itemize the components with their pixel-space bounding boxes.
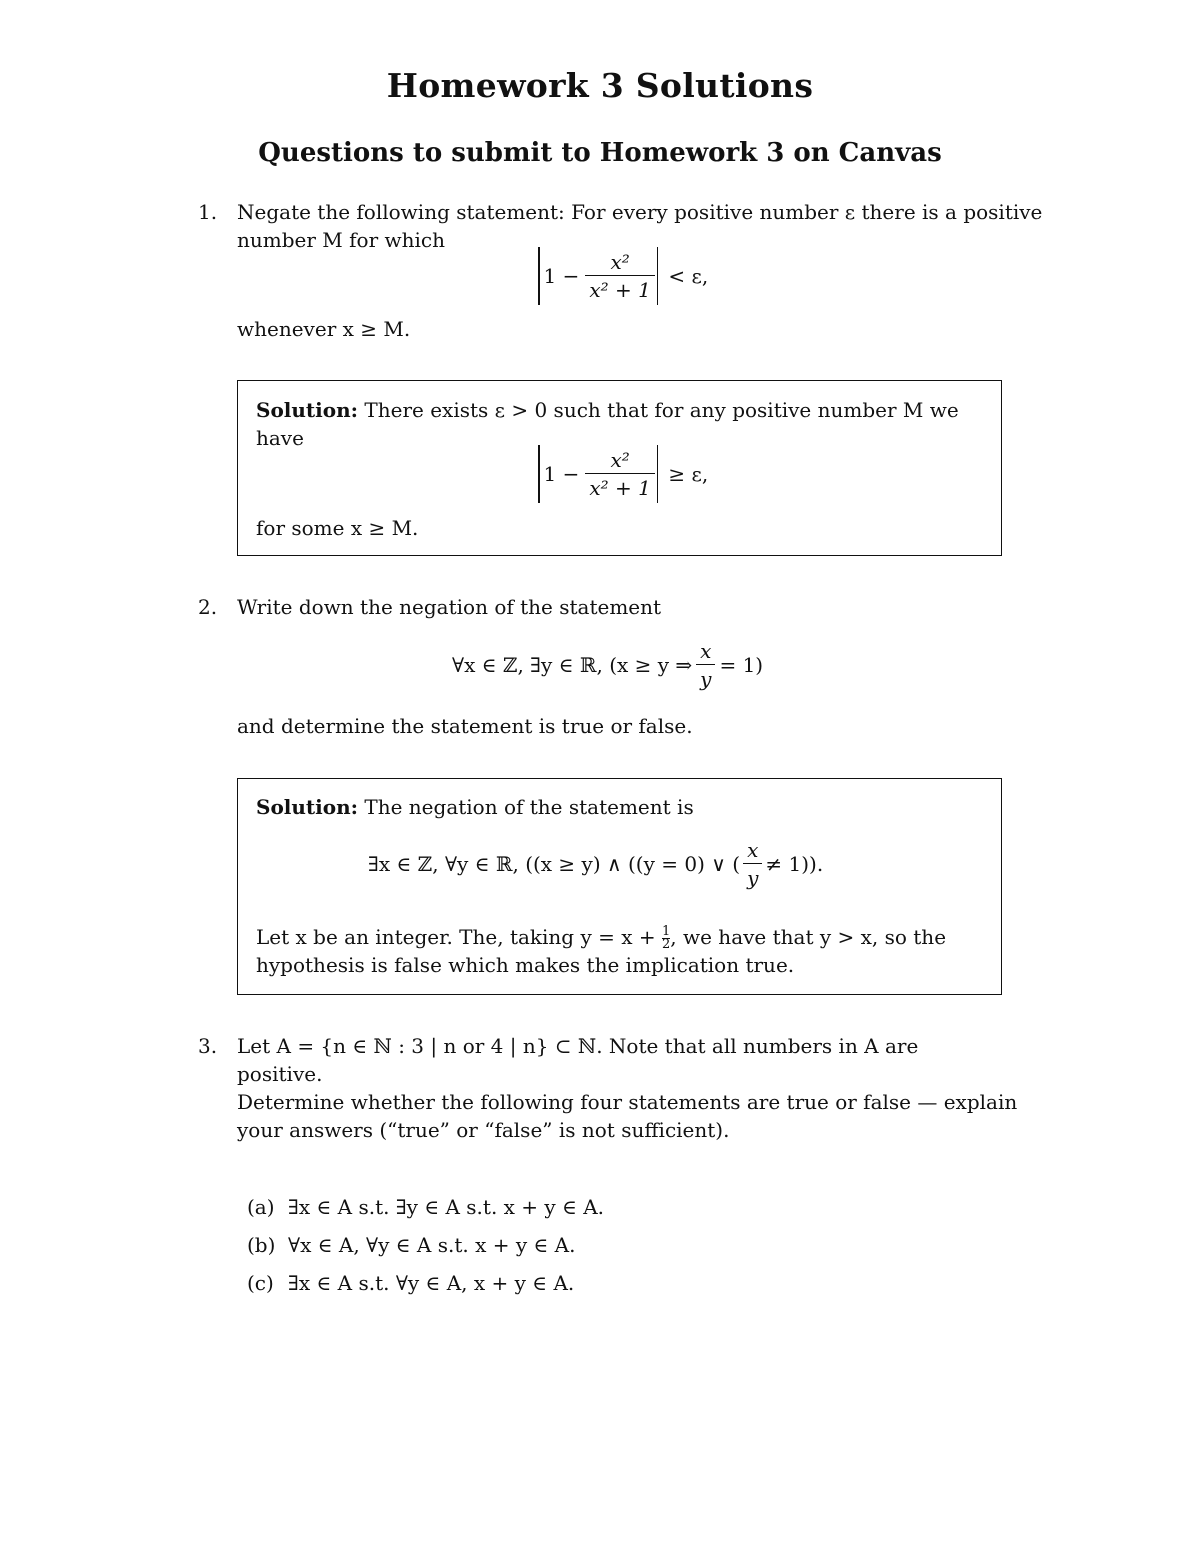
solution-box [237, 778, 1002, 995]
fraction [585, 447, 655, 502]
fraction-denominator: 2 [662, 937, 671, 952]
eq-relation: < ε, [668, 264, 709, 288]
question-text-line: your answers (“true” or “false” is not sufficient). [237, 1118, 730, 1142]
solution-line [256, 793, 694, 821]
abs-bar-right [657, 445, 659, 503]
eq-term: ≠ 1)). [765, 852, 824, 876]
sub-item-label: (b) [247, 1233, 276, 1257]
solution-line [256, 923, 946, 951]
solution-box [237, 380, 1002, 556]
eq-term: ∃x ∈ ℤ, ∀y ∈ ℝ, ((x ≥ y) ∧ ((y = 0) ∨ ( [368, 852, 741, 876]
question-text-line: number M for which [237, 228, 445, 252]
sub-item-label: (c) [247, 1271, 274, 1295]
fraction-denominator: y [696, 664, 715, 693]
eq-term: ∀x ∈ ℤ, ∃y ∈ ℝ, (x ≥ y ⇒ [452, 653, 693, 677]
display-equation [368, 835, 823, 893]
abs-bar-right [657, 247, 659, 305]
solution-label: Solution: [256, 398, 359, 422]
fraction-numerator: x [700, 638, 712, 663]
abs-bar-left [538, 247, 540, 305]
question-number: 3. [198, 1034, 218, 1058]
question-text-line: positive. [237, 1062, 323, 1086]
solution-text: , we have that y > x, so the [670, 925, 947, 949]
eq-term: 1 − [543, 264, 580, 288]
sub-item-label: (a) [247, 1195, 275, 1219]
sub-item-text: ∀x ∈ A, ∀y ∈ A s.t. x + y ∈ A. [288, 1233, 576, 1257]
solution-text: There exists ε > 0 such that for any positive number M we [364, 398, 959, 422]
fraction-numerator: x [747, 837, 759, 862]
question-text-line: Determine whether the following four statements are true or false — explain [237, 1090, 1018, 1114]
question-text-line: Let A = {n ∈ ℕ : 3 | n or 4 | n} ⊂ ℕ. Note that all numbers in A are [237, 1034, 919, 1058]
fraction-denominator: y [743, 863, 762, 892]
question-text-line: and determine the statement is true or false. [237, 714, 693, 738]
eq-term: = 1) [719, 653, 764, 677]
fraction-numerator: x² [610, 249, 630, 274]
fraction [743, 837, 762, 892]
solution-line: hypothesis is false which makes the implication true. [256, 953, 795, 977]
solution-text: The negation of the statement is [364, 795, 694, 819]
eq-relation: ≥ ε, [668, 462, 709, 486]
fraction-denominator: x² + 1 [585, 275, 655, 304]
question-number: 2. [198, 595, 218, 619]
question-text-line: Negate the following statement: For every positive number ε there is a positive [237, 200, 1043, 224]
fraction-numerator: 1 [662, 924, 671, 939]
question-number: 1. [198, 200, 218, 224]
page-title: Homework 3 Solutions [386, 66, 814, 105]
fraction-denominator: x² + 1 [585, 473, 655, 502]
fraction-numerator: x² [610, 447, 630, 472]
display-equation [538, 445, 708, 503]
sub-item-text: ∃x ∈ A s.t. ∃y ∈ A s.t. x + y ∈ A. [288, 1195, 605, 1219]
display-equation [452, 636, 763, 694]
eq-term: 1 − [543, 462, 580, 486]
solution-line [256, 396, 959, 424]
solution-label: Solution: [256, 795, 359, 819]
question-text-line: whenever x ≥ M. [237, 317, 411, 341]
question-text-line: Write down the negation of the statement [237, 595, 662, 619]
fraction [585, 249, 655, 304]
display-equation [538, 247, 708, 305]
solution-line: for some x ≥ M. [256, 516, 419, 540]
solution-text: Let x be an integer. The, taking y = x + [256, 925, 656, 949]
sub-item-text: ∃x ∈ A s.t. ∀y ∈ A, x + y ∈ A. [288, 1271, 575, 1295]
fraction [696, 638, 715, 693]
solution-line: have [256, 426, 304, 450]
abs-bar-left [538, 445, 540, 503]
page-subtitle: Questions to submit to Homework 3 on Canvas [258, 138, 942, 168]
